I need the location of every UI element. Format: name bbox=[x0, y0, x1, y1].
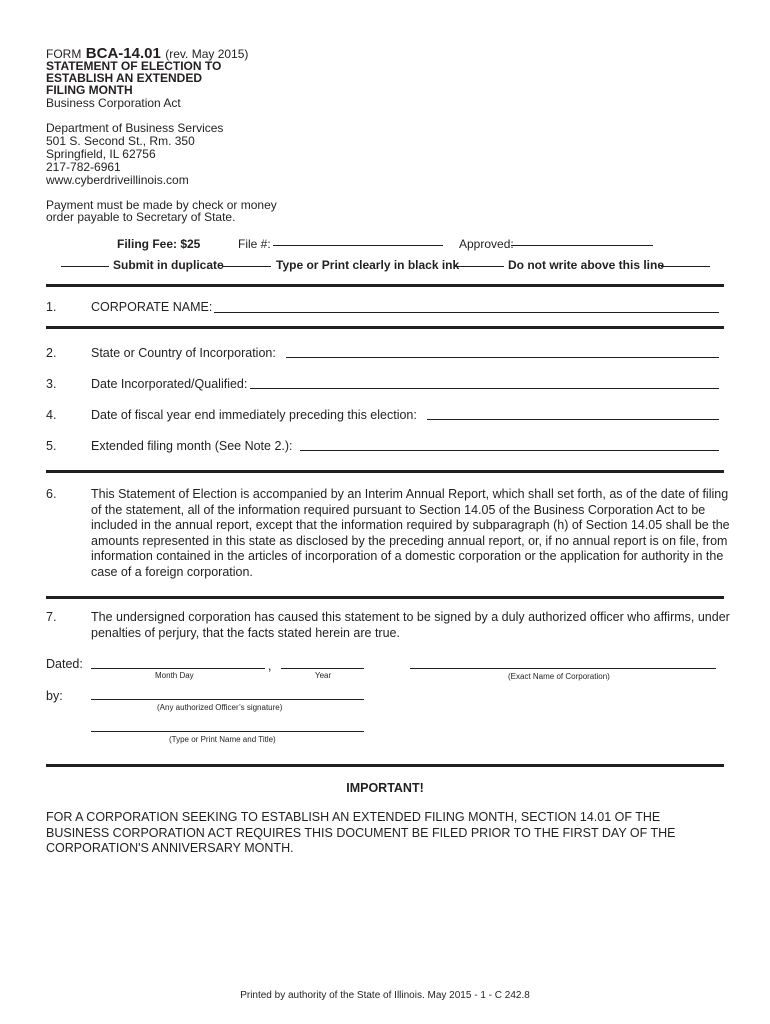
month-day-caption: Month Day bbox=[155, 671, 194, 680]
submit-duplicate: Submit in duplicate bbox=[113, 258, 224, 272]
act-name: Business Corporation Act bbox=[46, 96, 181, 110]
date-incorporated-field[interactable] bbox=[250, 388, 719, 389]
item-number: 2. bbox=[46, 346, 57, 360]
year-caption: Year bbox=[315, 671, 332, 680]
officer-signature-field[interactable] bbox=[91, 699, 364, 700]
date-comma: , bbox=[268, 659, 272, 673]
address-line: Springfield, IL 62756 bbox=[46, 147, 156, 161]
form-title-1: STATEMENT OF ELECTION TO bbox=[46, 59, 222, 73]
corporation-name-caption: (Exact Name of Corporation) bbox=[508, 672, 610, 681]
form-number: BCA-14.01 bbox=[85, 45, 161, 62]
form-title-2: ESTABLISH AN EXTENDED bbox=[46, 71, 203, 85]
divider bbox=[61, 266, 109, 267]
corporate-name-field[interactable] bbox=[214, 312, 719, 313]
website: www.cyberdriveillinois.com bbox=[46, 173, 189, 187]
item-number: 1. bbox=[46, 300, 57, 314]
interim-report-statement: This Statement of Election is accompanied by an Interim Annual Report, which shall set forth, as of the date of filing of the statement, all of the information required pursuant to Section 14.05 of the Business Corporation Act to be included in the annual report, except that the information required by subparagraph (h) of Section 14.05 shall be the amounts represented in this state as disclosed by the preceding annual report, or, if no annual report is on file, from information contained in the articles of incorporation of a domestic corporation or the application for authority in the case of a foreign corporation. bbox=[91, 487, 730, 579]
form-revision: (rev. May 2015) bbox=[165, 47, 249, 61]
address-line: 501 S. Second St., Rm. 350 bbox=[46, 134, 195, 148]
filing-fee: Filing Fee: $25 bbox=[117, 237, 201, 251]
item-number: 5. bbox=[46, 439, 57, 453]
payment-note: Payment must be made by check or money bbox=[46, 198, 277, 212]
type-print-note: Type or Print clearly in black ink bbox=[276, 258, 460, 272]
corporation-name-field[interactable] bbox=[410, 668, 716, 669]
divider bbox=[455, 266, 504, 267]
section-rule bbox=[46, 470, 724, 473]
divider bbox=[661, 266, 710, 267]
printed-name-caption: (Type or Print Name and Title) bbox=[169, 735, 276, 744]
payment-note: order payable to Secretary of State. bbox=[46, 210, 236, 224]
month-day-field[interactable] bbox=[91, 668, 265, 669]
important-heading: IMPORTANT! bbox=[346, 781, 424, 795]
state-incorporation-label: State or Country of Incorporation: bbox=[91, 346, 276, 360]
printed-name-field[interactable] bbox=[91, 731, 364, 732]
perjury-statement: The undersigned corporation has caused this statement to be signed by a duly authorized officer who affirms, under penalties of perjury, that the facts stated herein are true. bbox=[91, 610, 730, 640]
year-field[interactable] bbox=[281, 668, 364, 669]
item-number: 4. bbox=[46, 408, 57, 422]
phone-number: 217-782-6961 bbox=[46, 160, 121, 174]
corporate-name-label: CORPORATE NAME: bbox=[91, 300, 213, 314]
officer-signature-caption: (Any authorized Officer’s signature) bbox=[157, 703, 283, 712]
form-prefix: FORM bbox=[46, 47, 82, 61]
section-rule bbox=[46, 764, 724, 767]
file-number-field bbox=[273, 245, 443, 246]
extended-month-field[interactable] bbox=[300, 450, 719, 451]
fiscal-year-end-label: Date of fiscal year end immediately preceding this election: bbox=[91, 408, 417, 422]
form-title-3: FILING MONTH bbox=[46, 83, 133, 97]
do-not-write-note: Do not write above this line bbox=[508, 258, 665, 272]
section-rule bbox=[46, 596, 724, 599]
item-number: 6. bbox=[46, 487, 57, 501]
extended-month-label: Extended filing month (See Note 2.): bbox=[91, 439, 293, 453]
file-number-label: File #: bbox=[238, 237, 271, 251]
section-rule bbox=[46, 326, 724, 329]
state-incorporation-field[interactable] bbox=[286, 357, 719, 358]
approved-field bbox=[511, 245, 653, 246]
approved-label: Approved: bbox=[459, 237, 514, 251]
dated-label: Dated: bbox=[46, 657, 83, 671]
item-number: 3. bbox=[46, 377, 57, 391]
address-line: Department of Business Services bbox=[46, 121, 224, 135]
date-incorporated-label: Date Incorporated/Qualified: bbox=[91, 377, 248, 391]
item-number: 7. bbox=[46, 610, 57, 624]
footer-text: Printed by authority of the State of Illinois. May 2015 - 1 - C 242.8 bbox=[240, 990, 530, 1001]
important-notice: FOR A CORPORATION SEEKING TO ESTABLISH AN EXTENDED FILING MONTH, SECTION 14.01 OF THE BUSINESS CORPORATION ACT REQUIRES THIS DOCUMENT BE FILED PRIOR TO THE FIRST DAY OF THE CORPORATION'S ANNIVERSARY MONTH. bbox=[46, 810, 676, 855]
fiscal-year-end-field[interactable] bbox=[427, 419, 719, 420]
section-rule bbox=[46, 284, 724, 287]
by-label: by: bbox=[46, 689, 63, 703]
divider bbox=[222, 266, 271, 267]
